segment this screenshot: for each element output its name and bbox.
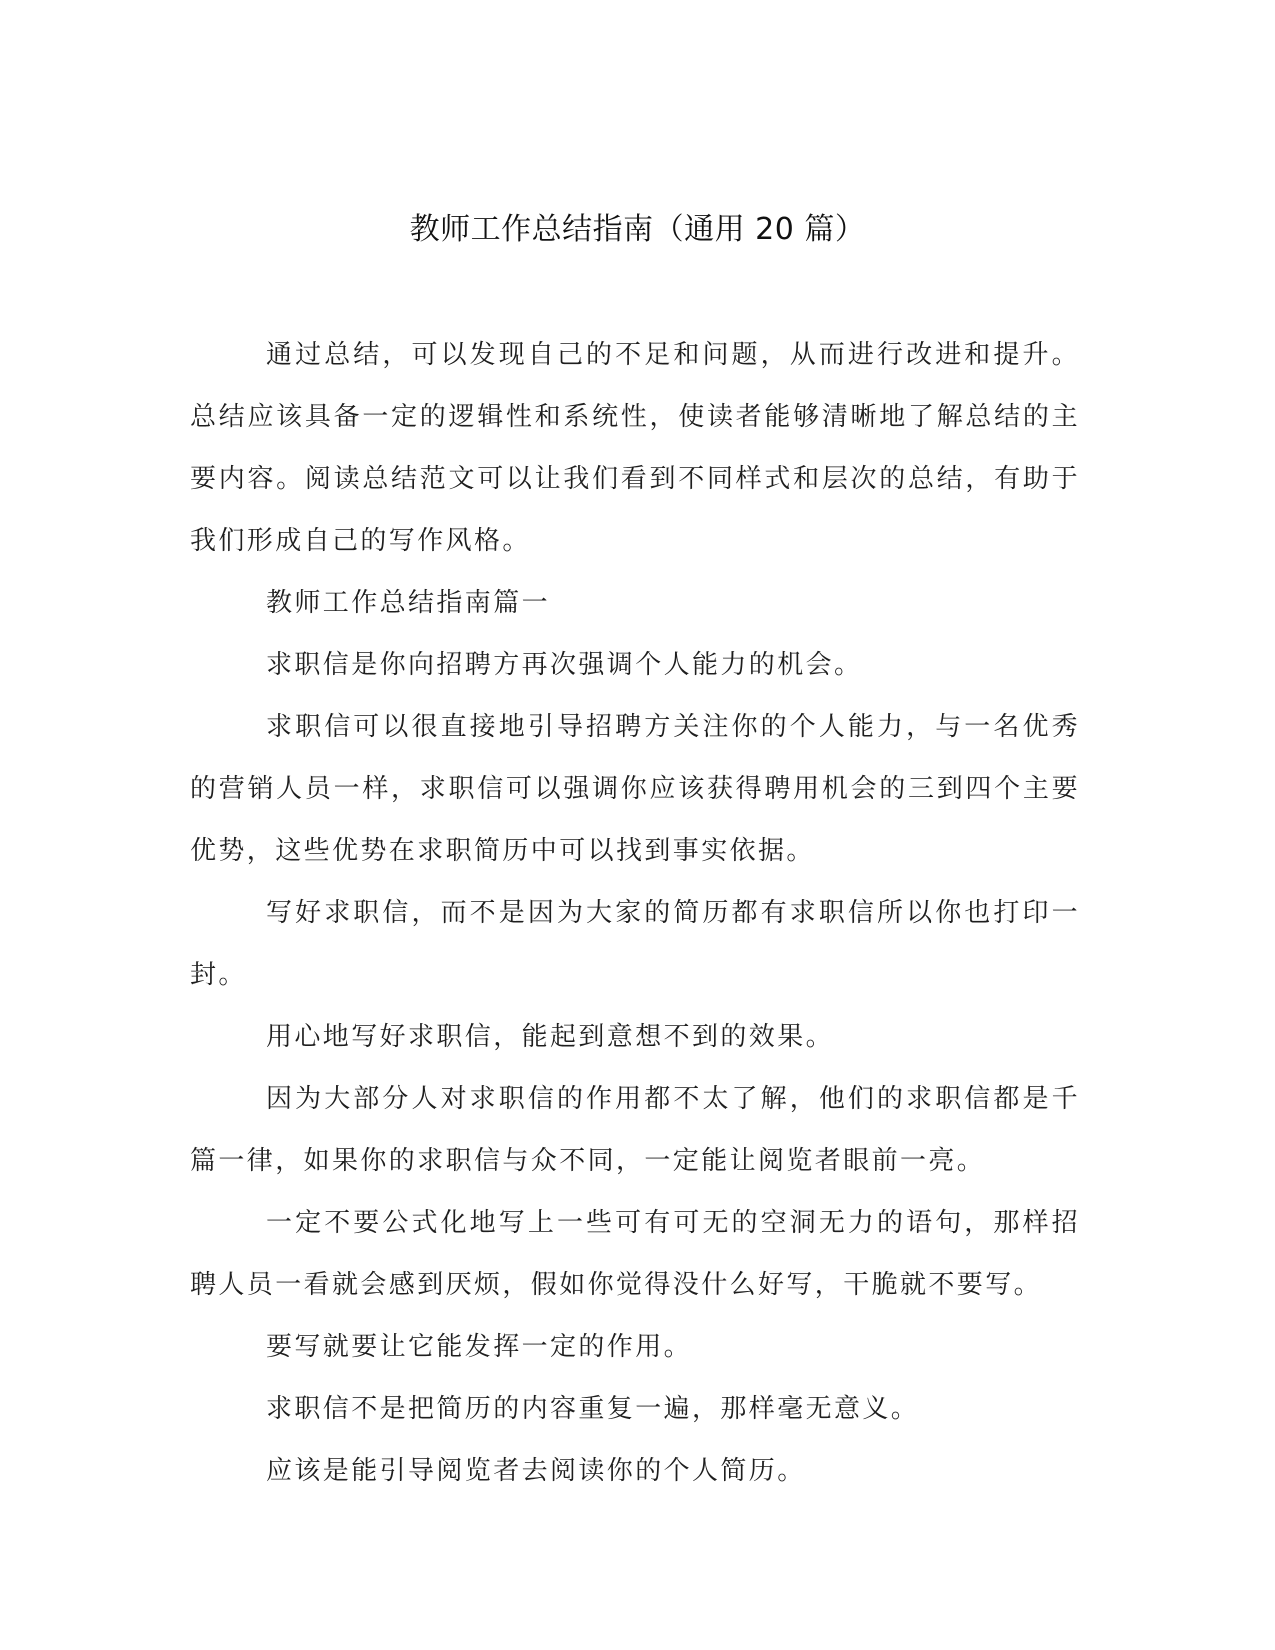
paragraph: 一定不要公式化地写上一些可有可无的空洞无力的语句，那样招聘人员一看就会感到厌烦，假如你觉得没什么好写，干脆就不要写。 <box>190 1208 1080 1300</box>
paragraph: 应该是能引导阅览者去阅读你的个人简历。 <box>266 1456 806 1486</box>
section-heading: 教师工作总结指南篇一 <box>266 588 551 618</box>
paragraph: 写好求职信，而不是因为大家的简历都有求职信所以你也打印一封。 <box>190 898 1080 990</box>
paragraph: 因为大部分人对求职信的作用都不太了解，他们的求职信都是千篇一律，如果你的求职信与众不同，一定能让阅览者眼前一亮。 <box>190 1084 1080 1176</box>
paragraph-intro: 通过总结，可以发现自己的不足和问题，从而进行改进和提升。总结应该具备一定的逻辑性和系统性，使读者能够清晰地了解总结的主要内容。阅读总结范文可以让我们看到不同样式和层次的总结，有助于我们形成自己的写作风格。 <box>190 340 1080 556</box>
paragraph: 要写就要让它能发挥一定的作用。 <box>266 1332 693 1362</box>
document-body <box>190 324 1080 1502</box>
paragraph: 求职信是你向招聘方再次强调个人能力的机会。 <box>266 650 863 680</box>
paragraph: 用心地写好求职信，能起到意想不到的效果。 <box>266 1022 835 1052</box>
paragraph: 求职信不是把简历的内容重复一遍，那样毫无意义。 <box>266 1394 920 1424</box>
paragraph: 求职信可以很直接地引导招聘方关注你的个人能力，与一名优秀的营销人员一样，求职信可以强调你应该获得聘用机会的三到四个主要优势，这些优势在求职简历中可以找到事实依据。 <box>190 712 1080 866</box>
document-title: 教师工作总结指南（通用 20 篇） <box>409 212 866 247</box>
